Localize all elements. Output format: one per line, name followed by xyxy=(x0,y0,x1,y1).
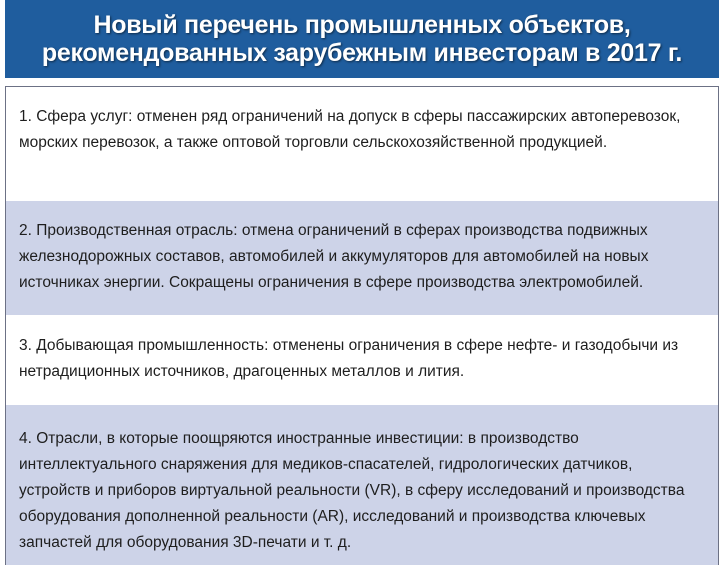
list-item-text: 1. Сфера услуг: отменен ряд ограничений на допуск в сферы пассажирских автоперевозок, морских перевозок, а также оптовой торговли сельскохозяйственной продукцией. xyxy=(19,108,681,151)
title-line-1: Новый перечень промышленных объектов, xyxy=(93,11,631,39)
title-line-2: рекомендованных зарубежным инвесторам в 2017 г. xyxy=(41,39,683,67)
list-item-manufacturing xyxy=(6,201,718,315)
list-item-text: 2. Производственная отрасль: отмена ограничений в сферах производства подвижных железнодорожных составов, автомобилей и аккумуляторов для автомобилей на новых источниках энергии. Сокращены ограничения в сфере производства электромобилей. xyxy=(19,222,649,291)
list-item-text: 4. Отрасли, в которые поощряются иностранные инвестиции: в производство интеллектуального снаряжения для медиков-спасателей, гидрологических датчиков, устройств и приборов виртуальной реальности (VR), в сферу исследований и производства оборудования дополненной реальности (AR), исследований и производства ключевых запчастей для оборудования 3D-печати и т. д. xyxy=(19,430,685,551)
items-list xyxy=(5,86,719,565)
list-item-mining xyxy=(6,315,718,405)
list-item-text: 3. Добывающая промышленность: отменены ограничения в сфере нефте- и газодобычи из нетрадиционных источников, драгоценных металлов и лития. xyxy=(19,337,679,380)
title-banner xyxy=(5,0,719,78)
list-item-encouraged-industries xyxy=(6,405,718,565)
list-item-services xyxy=(6,104,718,208)
